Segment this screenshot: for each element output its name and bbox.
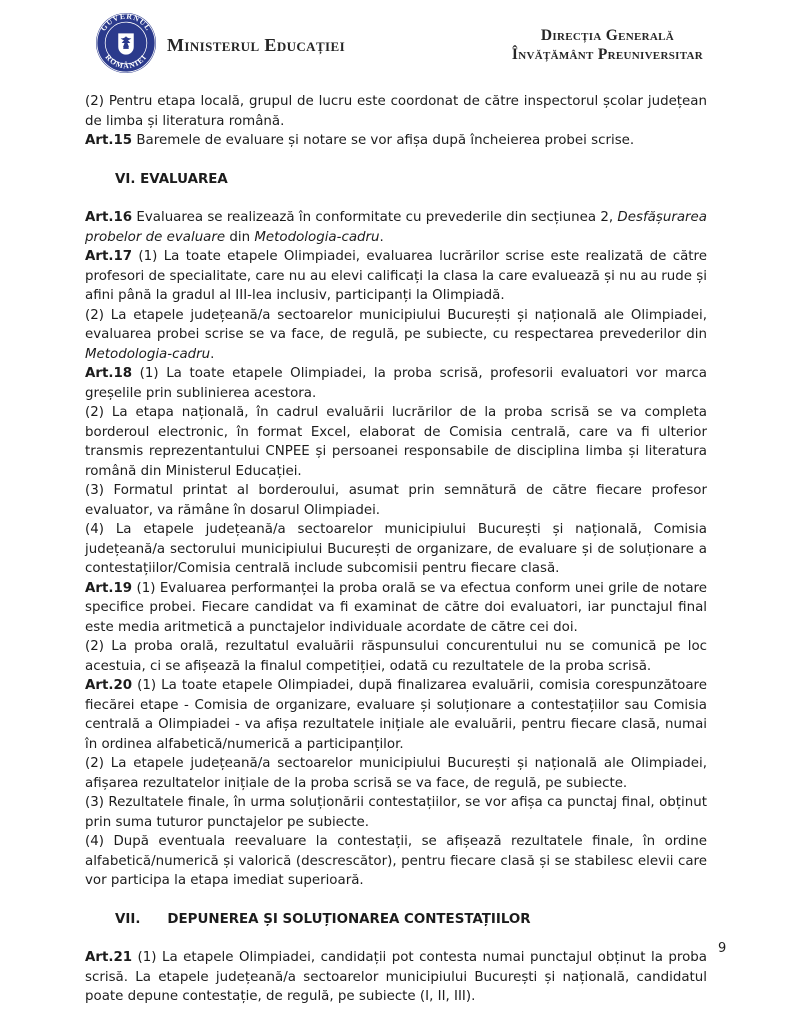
seal-bottom-text: ROMÂNIEI <box>103 52 149 71</box>
government-seal-logo <box>95 12 157 78</box>
paragraph: Art.19 (1) Evaluarea performanței la proba orală se va efectua conform unei grile de notare specifice probei. Fiecare candidat va fi examinat de către doi evaluatori, iar punctajul final este media aritmetică a punctajelor individuale acordate de către cei doi. <box>85 580 707 635</box>
paragraph: Art.16 Evaluarea se realizează în conformitate cu prevederile din secțiunea 2, Desfășurarea probelor de evaluare din Metodologia-cadru. <box>85 210 707 245</box>
paragraph: Art.20 (1) La toate etapele Olimpiadei, după finalizarea evaluării, comisia corespunzătoare fiecărei etape - Comisia de organizare, evaluare și soluționare a contestațiilor sau Comisia centrală a Olimpiadei - va afișa rezultatele inițiale ale evaluării, pentru fiecare clasă, numai în ordinea alfabetică/numerică a participanților. <box>85 678 707 752</box>
paragraph: (2) La proba orală, rezultatul evaluării răspunsului concurentului nu se comunică pe loc acestuia, ci se afișează la finalul competiției, odată cu rezultatele de la proba scrisă. <box>85 639 707 674</box>
document-body <box>85 92 707 1007</box>
paragraph: (2) La etapa națională, în cadrul evaluării lucrărilor de la proba scrisă se va completa borderoul electronic, în format Excel, elaborat de Comisia centrală, care va fi ulterior transmis reprezentantului CNPEE și persoanei responsabile de disciplina limba și literatura română din Ministerul Educației. <box>85 405 707 479</box>
direction-line1: Direcția Generală <box>540 27 674 44</box>
paragraph: Art.21 (1) La etapele Olimpiadei, candidații pot contesta numai punctajul obținut la proba scrisă. La etapele județeană/a sectoarelor municipiului București și națională, candidatul poate depune contestație, de regulă, pe subiecte (I, II, III). <box>85 950 707 1004</box>
paragraph: (2) Pentru etapa locală, grupul de lucru este coordonat de către inspectorul școlar județean de limba și literatura română. <box>85 94 707 129</box>
paragraph: (2) La etapele județeană/a sectoarelor municipiului București și națională ale Olimpiadei, afișarea rezultatelor inițiale de la proba scrisă se va face, de regulă, pe subiecte. <box>85 756 707 791</box>
ministry-block <box>95 12 345 78</box>
ministry-name: Ministerul Educației <box>167 34 346 55</box>
paragraph: (2) La etapele județeană/a sectoarelor municipiului București și națională ale Olimpiadei, evaluarea probei scrise se va face, de regulă, pe subiecte, cu respectarea prevederilor din Metodologia-cadru. <box>85 307 707 362</box>
paragraph: (3) Formatul printat al borderoului, asumat prin semnătură de către fiecare profesor evaluator, va rămâne în dosarul Olimpiadei. <box>85 483 707 518</box>
paragraph: (3) Rezultatele finale, în urma soluționării contestațiilor, se vor afișa ca punctaj final, obținut prin suma tuturor punctajelor pe subiecte. <box>85 795 707 830</box>
seal-top-text: GUVERNUL <box>98 12 154 33</box>
paragraph: Art.18 (1) La toate etapele Olimpiadei, la proba scrisă, profesorii evaluatori vor marca greșelile prin sublinierea acestora. <box>85 366 707 401</box>
section-heading: VII. DEPUNEREA ȘI SOLUȚIONAREA CONTESTAȚIILOR <box>115 911 531 927</box>
document-paragraphs <box>85 92 707 1007</box>
page-number: 9 <box>718 941 727 956</box>
direction-block <box>512 26 703 64</box>
paragraph: (4) La etapele județeană/a sectoarelor municipiului București și națională, Comisia județeană/a sectorului municipiului București de organizare, de evaluare și de soluționare a contestațiilor/Comisia centrală include subcomisii pentru fiecare clasă. <box>85 522 707 576</box>
direction-line2: Învățământ Preuniversitar <box>511 46 703 63</box>
page-header <box>0 0 791 84</box>
paragraph: (4) După eventuala reevaluare la contestații, se afișează rezultatele finale, în ordine alfabetică/numerică și valorică (descrescător), pentru fiecare clasă și se stabilesc elevii care vor participa la etapa imediat superioară. <box>85 834 707 888</box>
paragraph: Art.15 Baremele de evaluare și notare se vor afișa după încheierea probei scrise. <box>85 133 635 148</box>
section-heading: VI. EVALUAREA <box>115 171 228 187</box>
paragraph: Art.17 (1) La toate etapele Olimpiadei, evaluarea lucrărilor scrise este realizată de către profesori de specialitate, care nu au elevi calificați la clasa la care evaluează și nu au rude și afini până la gradul al III-lea inclusiv, participanți la Olimpiadă. <box>85 249 707 303</box>
